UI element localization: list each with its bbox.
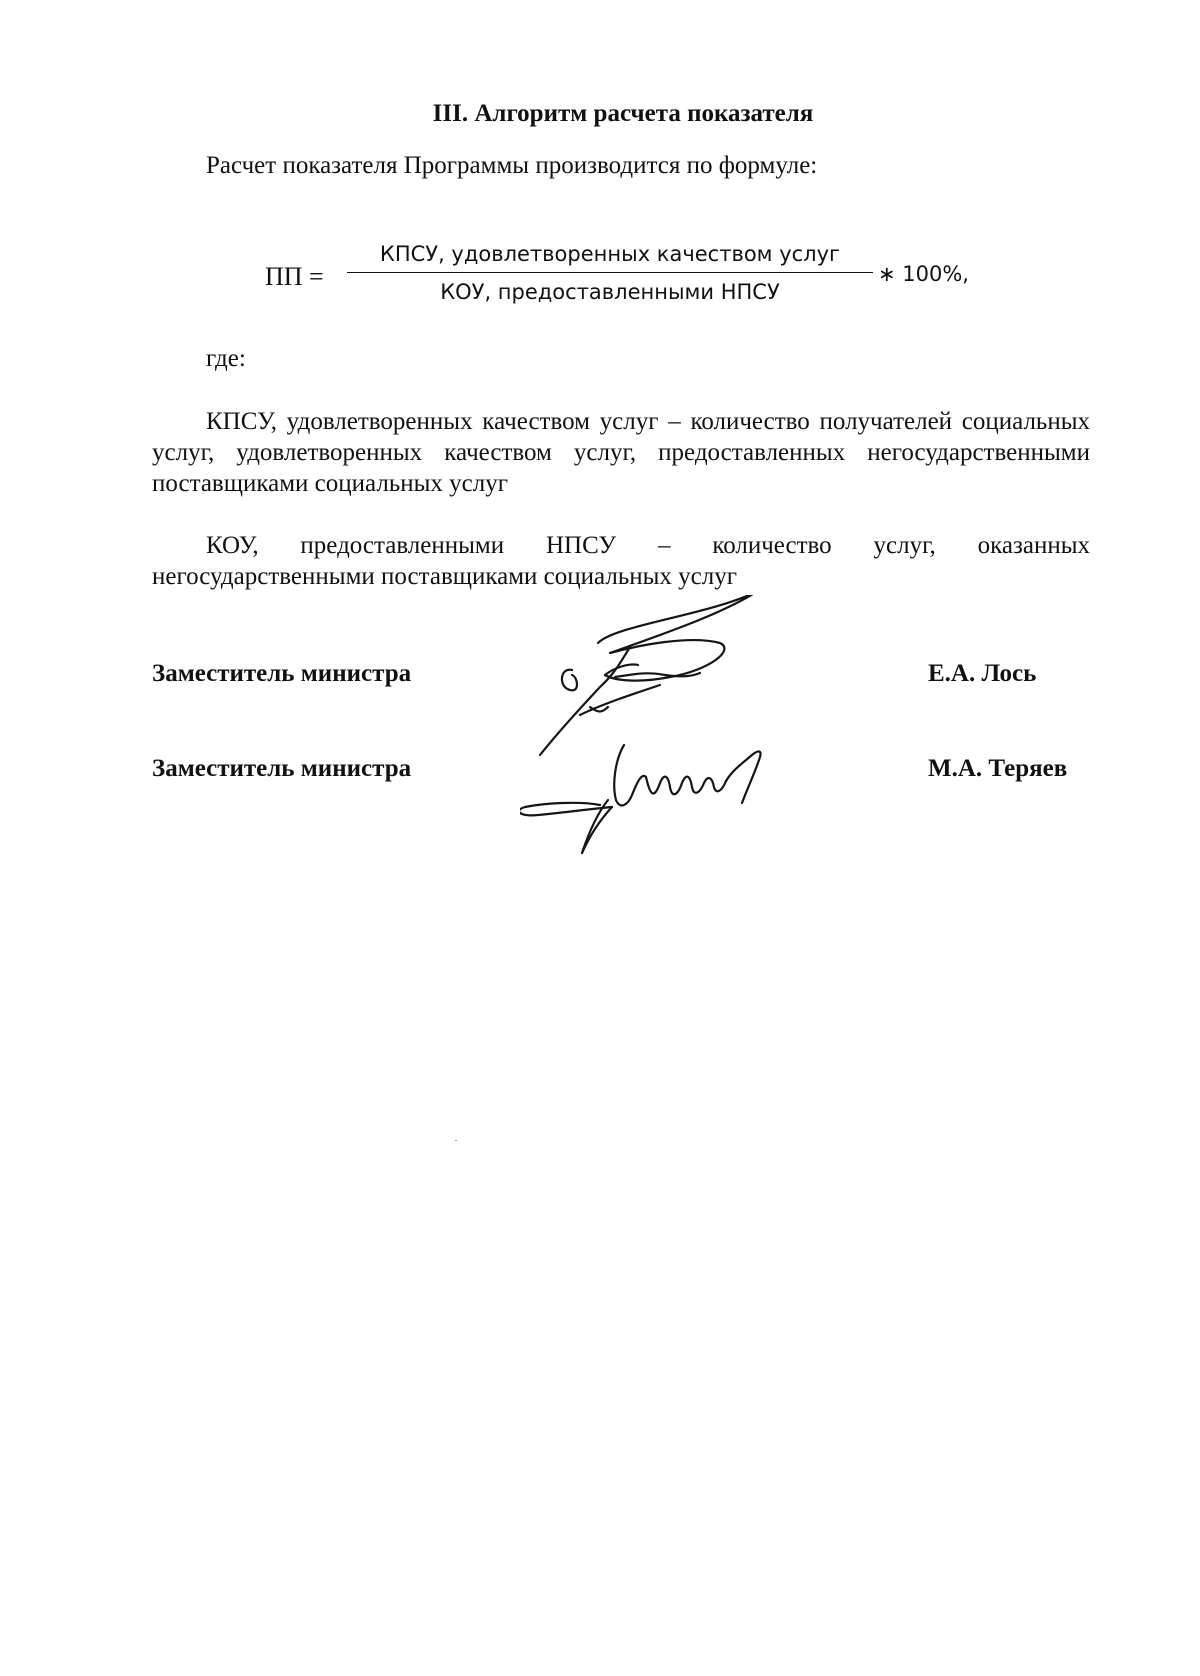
- formula-fraction: [347, 240, 873, 309]
- formula: [265, 240, 985, 312]
- intro-text: Расчет показателя Программы производится по формуле:: [206, 152, 818, 179]
- signatory-name: М.А. Теряев: [928, 755, 1068, 782]
- scan-speck: [455, 1140, 457, 1141]
- formula-lhs: ПП =: [265, 262, 324, 291]
- where-label: где:: [206, 345, 246, 372]
- formula-rhs: ∗ 100%,: [878, 262, 969, 286]
- handwritten-signatures: [520, 595, 810, 855]
- section-title: III. Алгоритм расчета показателя: [432, 100, 814, 127]
- signatory-position: Заместитель министра: [152, 755, 412, 782]
- formula-numerator: КПСУ, удовлетворенных качеством услуг: [379, 242, 841, 266]
- signatory-position: Заместитель министра: [152, 660, 412, 687]
- definition-paragraph: КОУ, предоставленными НПСУ – количество услуг, оказанных негосударственными поставщиками социальных услуг: [152, 532, 1090, 590]
- formula-denominator: КОУ, предоставленными НПСУ: [440, 280, 780, 304]
- signatory-name: Е.А. Лось: [928, 660, 1037, 687]
- definition-paragraph: КПСУ, удовлетворенных качеством услуг – количество получателей социальных услуг, удовлетворенных качеством услуг, предоставленных негосударственными поставщиками социальных услуг: [152, 408, 1090, 497]
- fraction-bar: [347, 272, 873, 273]
